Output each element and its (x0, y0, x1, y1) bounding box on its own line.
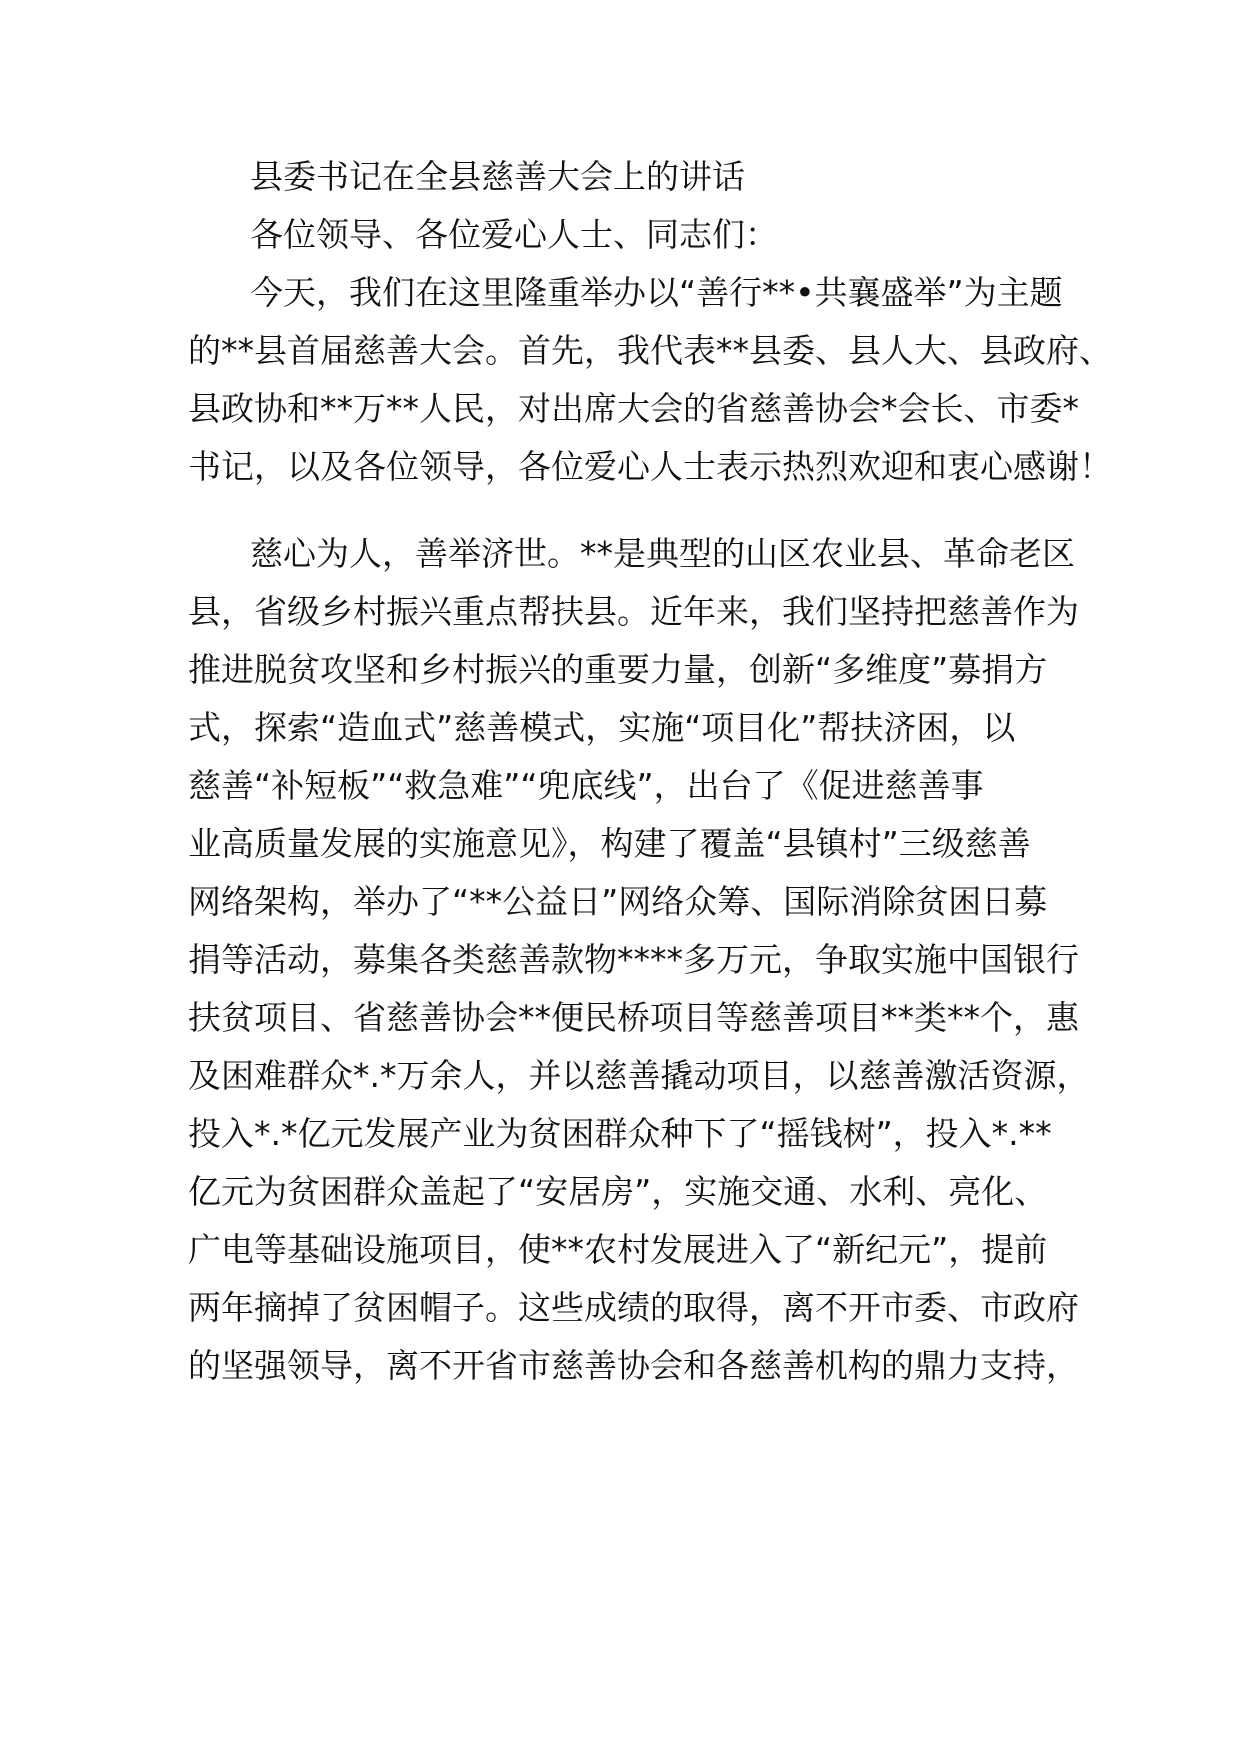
paragraph-line: 扶贫项目、省慈善协会**便民桥项目等慈善项目**类**个，惠 (188, 998, 1079, 1037)
salutation: 各位领导、各位爱心人士、同志们： (250, 215, 778, 254)
paragraph-line: 今天，我们在这里隆重举办以“善行**•共襄盛举”为主题 (250, 273, 1063, 312)
paragraph-line: 捐等活动，募集各类慈善款物****多万元，争取实施中国银行 (188, 940, 1079, 979)
paragraph-line: 式，探索“造血式”慈善模式，实施“项目化”帮扶济困，以 (188, 708, 1016, 747)
paragraph-line: 两年摘掉了贫困帽子。这些成绩的取得，离不开市委、市政府 (188, 1288, 1079, 1327)
paragraph-line: 网络架构，举办了“**公益日”网络众筹、国际消除贫困日募 (188, 882, 1048, 921)
paragraph-line: 推进脱贫攻坚和乡村振兴的重要力量，创新“多维度”募捐方 (188, 650, 1048, 689)
paragraph-line: 业高质量发展的实施意见》，构建了覆盖“县镇村”三级慈善 (188, 824, 1031, 863)
paragraph-line: 县政协和**万**人民，对出席大会的省慈善协会*会长、市委* (188, 389, 1079, 428)
paragraph-line: 慈心为人，善举济世。**是典型的山区农业县、革命老区 (250, 534, 1075, 573)
paragraph-line: 的坚强领导，离不开省市慈善协会和各慈善机构的鼎力支持， (188, 1346, 1079, 1385)
paragraph-line: 慈善“补短板”“救急难”“兜底线”，出台了《促进慈善事 (188, 766, 984, 805)
paragraph-line: 及困难群众*.*万余人，并以慈善撬动项目，以慈善激活资源， (188, 1056, 1090, 1095)
document-title: 县委书记在全县慈善大会上的讲话 (250, 157, 745, 196)
paragraph-line: 书记，以及各位领导，各位爱心人士表示热烈欢迎和衷心感谢！ (188, 447, 1112, 486)
paragraph-line: 广电等基础设施项目，使**农村发展进入了“新纪元”，提前 (188, 1230, 1048, 1269)
paragraph-line: 投入*.*亿元发展产业为贫困群众种下了“摇钱树”，投入*.** (188, 1114, 1052, 1153)
paragraph-line: 县，省级乡村振兴重点帮扶县。近年来，我们坚持把慈善作为 (188, 592, 1079, 631)
paragraph-line: 亿元为贫困群众盖起了“安居房”，实施交通、水利、亮化、 (188, 1172, 1048, 1211)
paragraph-line: 的**县首届慈善大会。首先，我代表**县委、县人大、县政府、 (188, 331, 1112, 370)
